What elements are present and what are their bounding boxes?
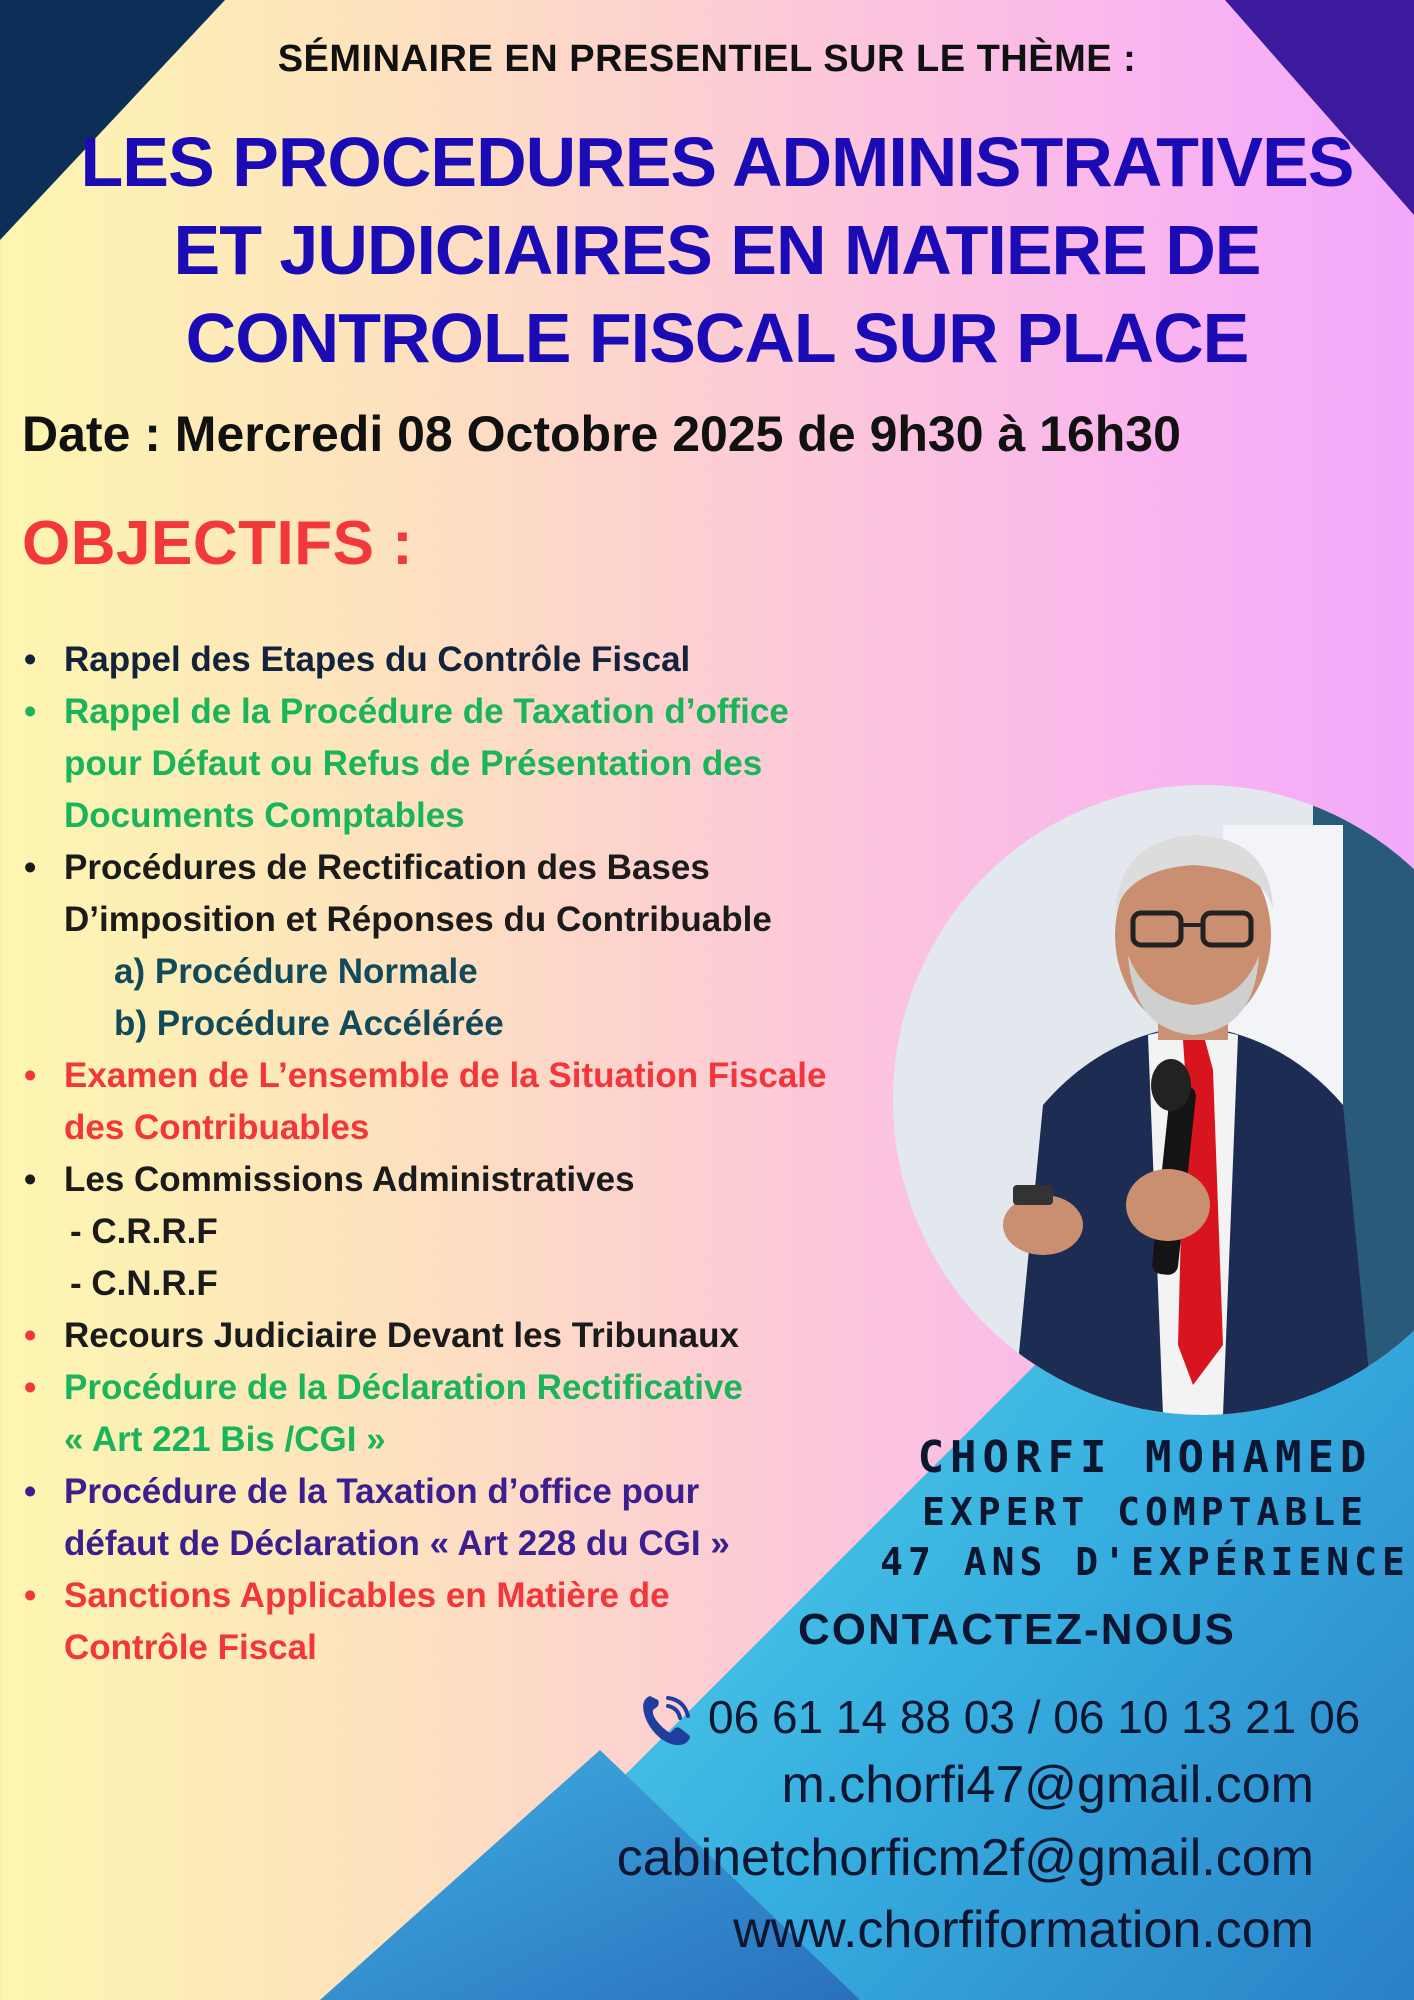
phone-icon	[636, 1690, 696, 1750]
bullet-icon: •	[24, 1368, 37, 1407]
contact-email-primary[interactable]: m.chorfi47@gmail.com	[781, 1756, 1314, 1814]
speaker-photo	[893, 785, 1414, 1415]
list-item: • Rappel de la Procédure de Taxation d’office pour Défaut ou Refus de Présentation des Documents Comptables	[22, 686, 902, 842]
bullet-icon: •	[24, 1160, 37, 1199]
list-item: • Rappel des Etapes du Contrôle Fiscal	[22, 634, 902, 686]
title-line: CONTROLE FISCAL SUR PLACE	[185, 299, 1249, 377]
title-line: LES PROCEDURES ADMINISTRATIVES	[80, 123, 1354, 201]
contact-heading: CONTACTEZ-NOUS	[798, 1605, 1236, 1654]
speaker-role: EXPERT COMPTABLE	[921, 1490, 1369, 1534]
contact-phone[interactable]: 06 61 14 88 03 / 06 10 13 21 06	[708, 1691, 1361, 1743]
sub-procedure: b) Procédure Accélérée	[114, 1004, 504, 1043]
title-line: ET JUDICIAIRES EN MATIERE DE	[173, 211, 1261, 289]
bullet-icon: •	[24, 848, 37, 887]
list-item: • Procédure de la Taxation d’office pour défaut de Déclaration « Art 228 du CGI »	[22, 1466, 902, 1570]
bullet-icon: •	[24, 640, 37, 679]
speaker-illustration	[893, 785, 1414, 1415]
event-date: Date : Mercredi 08 Octobre 2025 de 9h30 à 16h30	[22, 406, 1181, 462]
commission-item: - C.R.R.F	[70, 1212, 218, 1251]
list-item: • Procédure de la Déclaration Rectificative « Art 221 Bis /CGI »	[22, 1362, 902, 1466]
bullet-icon: •	[24, 1576, 37, 1615]
objectives-list	[22, 634, 902, 1674]
list-item: • Procédures de Rectification des Bases D’imposition et Réponses du Contribuable	[22, 842, 902, 946]
speaker-name: CHORFI MOHAMED	[917, 1432, 1373, 1483]
speaker-experience: 47 ANS D'EXPÉRIENCE	[880, 1540, 1410, 1584]
list-item: • Recours Judiciaire Devant les Tribunaux	[22, 1310, 902, 1362]
commission-item: - C.N.R.F	[70, 1264, 218, 1303]
page-title	[60, 118, 1374, 382]
bullet-icon: •	[24, 1056, 37, 1095]
bullet-icon: •	[24, 1472, 37, 1511]
seminar-heading: SÉMINAIRE EN PRESENTIEL SUR LE THÈME :	[277, 38, 1137, 80]
list-item: • Examen de L’ensemble de la Situation Fiscale des Contribuables	[22, 1050, 902, 1154]
bullet-icon: •	[24, 692, 37, 731]
contact-email-secondary[interactable]: cabinetchorficm2f@gmail.com	[616, 1829, 1314, 1887]
objectives-heading: OBJECTIFS :	[22, 509, 414, 578]
sub-procedure: a) Procédure Normale	[114, 952, 478, 991]
list-item: • Les Commissions Administratives	[22, 1154, 902, 1206]
bullet-icon: •	[24, 1316, 37, 1355]
contact-website[interactable]: www.chorfiformation.com	[733, 1901, 1314, 1959]
list-item: • Sanctions Applicables en Matière de Contrôle Fiscal	[22, 1570, 902, 1674]
